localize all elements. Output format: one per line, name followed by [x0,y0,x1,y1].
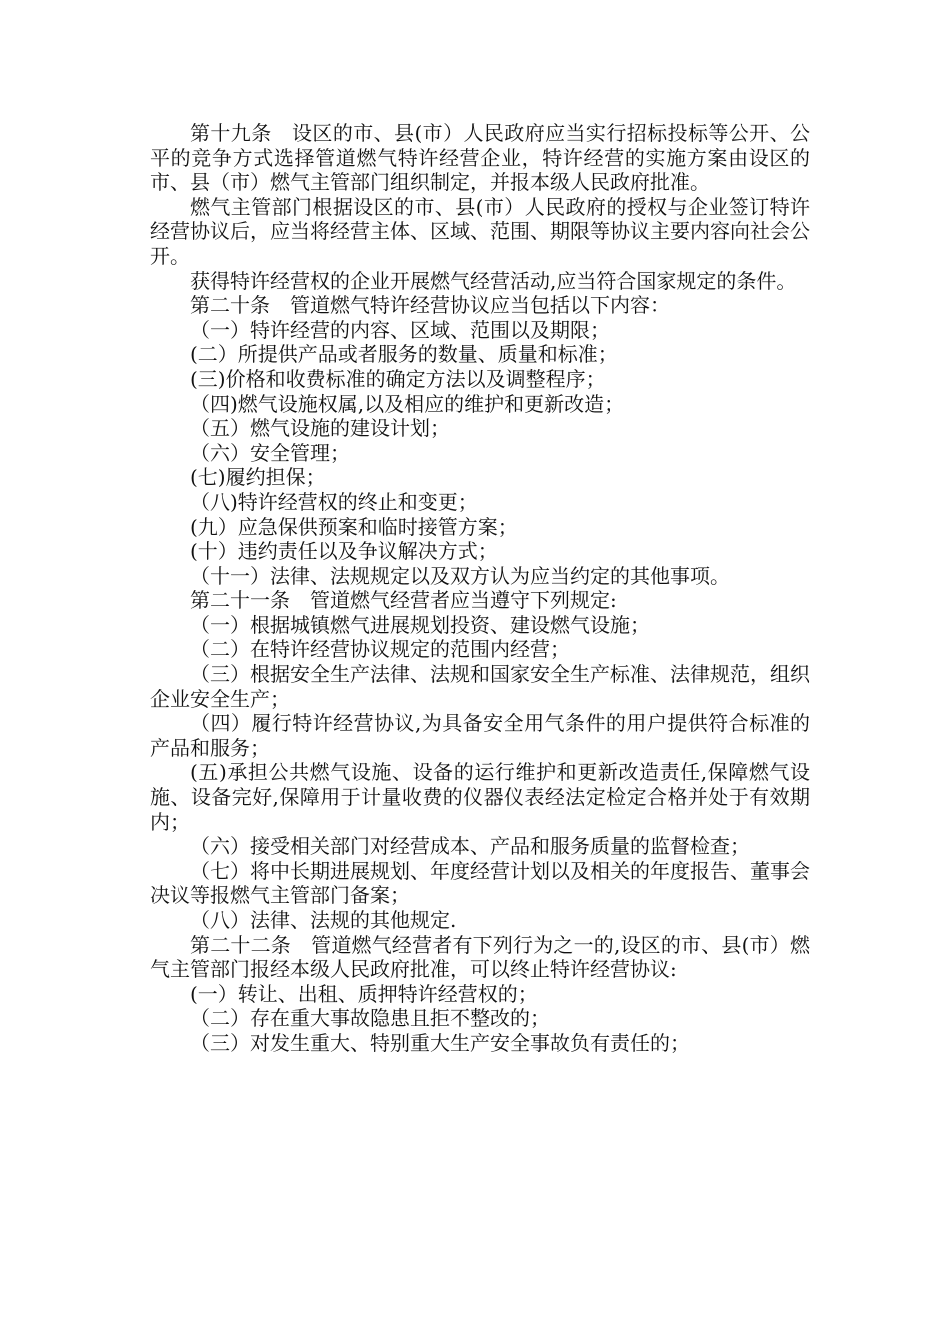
document-body [150,121,810,1056]
list-item: (五)承担公共燃气设施、设备的运行维护和更新改造责任,保障燃气设施、设备完好,保障用于计量收费的仪器仪表经法定检定合格并处于有效期内； [150,760,810,834]
list-item: （一）特许经营的内容、区域、范围以及期限； [190,317,610,342]
list-item: （八）法律、法规的其他规定. [190,908,457,932]
paragraph-art20: 第二十条 管道燃气特许经营协议应当包括以下内容： [190,293,670,318]
paragraph-art19: 第十九条 设区的市、县(市）人民政府应当实行招标投标等公开、公平的竞争方式选择管道燃气特许经营企业，特许经营的实施方案由设区的市、县（市）燃气主管部门组织制定，并报本级人民政府批准。 [150,121,810,195]
list-item: （四)燃气设施权属,以及相应的维护和更新改造； [190,391,625,416]
list-item: （一）根据城镇燃气进展规划投资、建设燃气设施； [190,612,650,637]
list-item: （二）存在重大事故隐患且拒不整改的； [190,1006,550,1031]
list-item: （六）接受相关部门对经营成本、产品和服务质量的监督检查； [190,834,750,859]
list-item: （三）对发生重大、特别重大生产安全事故负有责任的； [190,1030,690,1055]
list-item: （七）将中长期进展规划、年度经营计划以及相关的年度报告、董事会决议等报燃气主管部门备案； [150,858,810,908]
paragraph: 燃气主管部门根据设区的市、县(市）人民政府的授权与企业签订特许经营协议后，应当将经营主体、区域、范围、期限等协议主要内容向社会公开。 [150,194,810,268]
paragraph-art21: 第二十一条 管道燃气经营者应当遵守下列规定: [190,588,617,613]
list-item: (七)履约担保； [190,465,326,490]
list-item: (一）转让、出租、质押特许经营权的； [190,981,538,1006]
list-item: (十）违约责任以及争议解决方式； [190,539,498,564]
list-item: （十一）法律、法规规定以及双方认为应当约定的其他事项。 [190,563,730,588]
list-item: （六）安全管理； [190,440,350,465]
list-item: （二）在特许经营协议规定的范围内经营； [190,637,570,662]
list-item: （四）履行特许经营协议,为具备安全用气条件的用户提供符合标准的产品和服务； [150,711,810,760]
list-item: (三)价格和收费标准的确定方法以及调整程序； [190,366,606,391]
list-item: (九）应急保供预案和临时接管方案； [190,514,518,539]
list-item: （八)特许经营权的终止和变更； [190,489,478,514]
paragraph-art22: 第二十二条 管道燃气经营者有下列行为之一的,设区的市、县(市）燃气主管部门报经本级人民政府批准，可以终止特许经营协议: [150,932,810,982]
paragraph: 获得特许经营权的企业开展燃气经营活动,应当符合国家规定的条件。 [190,268,797,293]
list-item: （三）根据安全生产法律、法规和国家安全生产标准、法律规范，组织企业安全生产； [150,662,810,711]
list-item: （五）燃气设施的建设计划； [190,416,450,441]
list-item: (二）所提供产品或者服务的数量、质量和标准； [190,342,618,367]
